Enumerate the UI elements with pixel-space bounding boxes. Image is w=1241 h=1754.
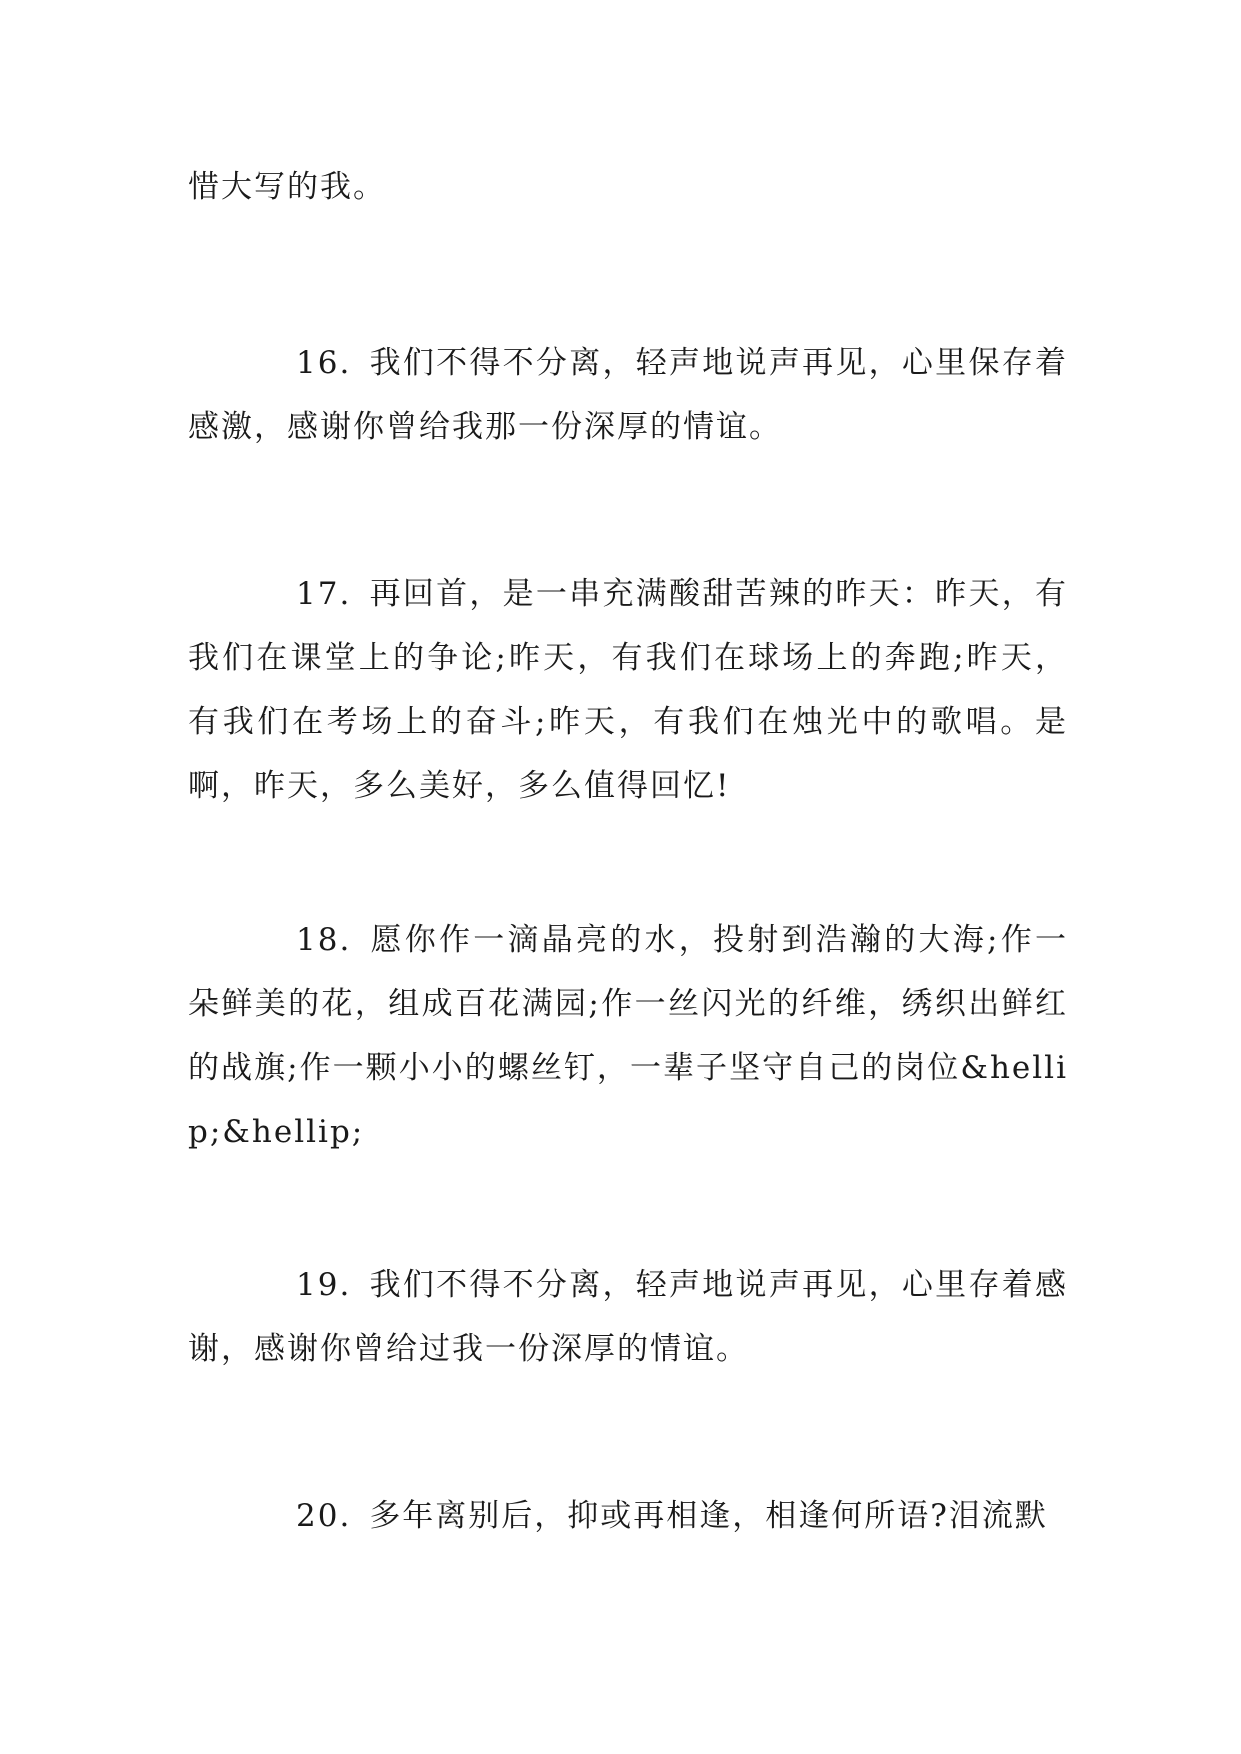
paragraph-text: 我们不得不分离，轻声地说声再见，心里存着感谢，感谢你曾给过我一份深厚的情谊。: [188, 1267, 1068, 1367]
paragraph-19: [188, 1253, 1068, 1381]
paragraph-continuation: [188, 155, 1068, 219]
paragraph-text: 惜大写的我。: [188, 169, 386, 205]
paragraph-text: 多年离别后，抑或再相逢，相逢何所语?泪流默: [369, 1498, 1048, 1534]
paragraph-16: [188, 331, 1068, 459]
paragraph-number: 18.: [296, 922, 352, 958]
paragraph-number: 16.: [296, 345, 352, 381]
paragraph-number: 17.: [296, 576, 352, 612]
paragraph-number: 20.: [296, 1498, 352, 1534]
paragraph-text: 我们不得不分离，轻声地说声再见，心里保存着感激，感谢你曾给我那一份深厚的情谊。: [188, 345, 1068, 445]
paragraph-17: [188, 562, 1068, 818]
paragraph-20: [188, 1484, 1068, 1548]
paragraph-18: [188, 908, 1068, 1164]
paragraph-number: 19.: [296, 1267, 352, 1303]
paragraph-text: 再回首，是一串充满酸甜苦辣的昨天：昨天，有我们在课堂上的争论;昨天，有我们在球场上的奔跑;昨天，有我们在考场上的奋斗;昨天，有我们在烛光中的歌唱。是啊，昨天，多么美好，多么值得回忆!: [188, 576, 1068, 804]
paragraph-text: 愿你作一滴晶亮的水，投射到浩瀚的大海;作一朵鲜美的花，组成百花满园;作一丝闪光的纤维，绣织出鲜红的战旗;作一颗小小的螺丝钉，一辈子坚守自己的岗位&hellip;&hellip;: [188, 922, 1068, 1150]
